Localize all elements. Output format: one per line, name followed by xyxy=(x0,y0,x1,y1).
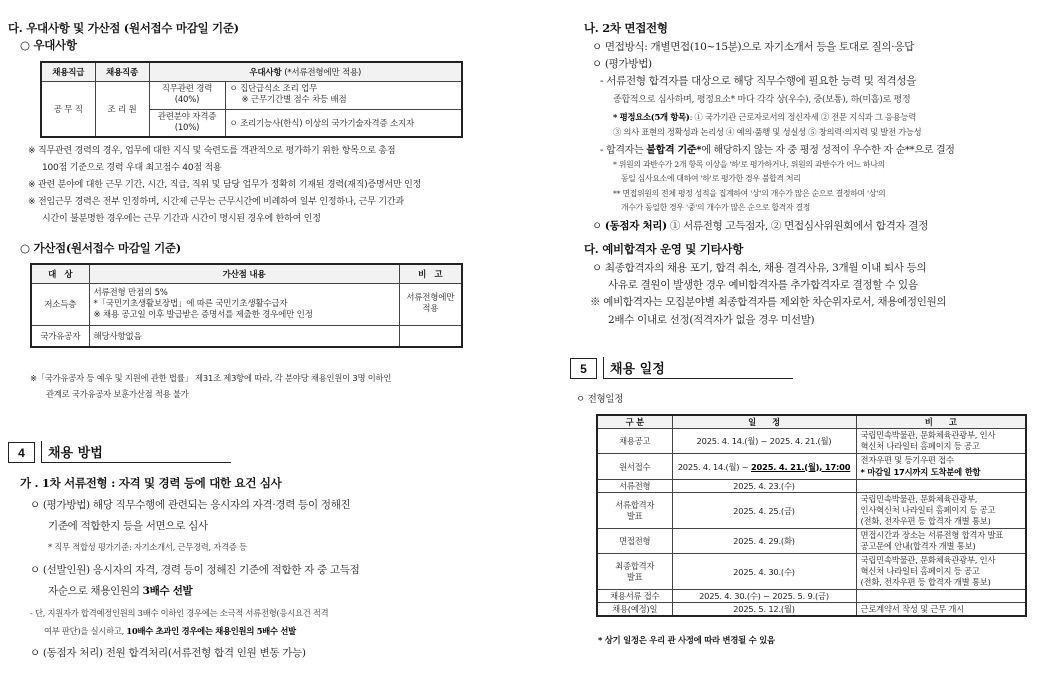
schedule-footnote: * 상기 일정은 우리 관 사정에 따라 변경될 수 있음 xyxy=(598,635,775,645)
preferential-table xyxy=(40,61,463,138)
cell-remarks xyxy=(856,480,1026,493)
cell-note: 서류전형에만 적용 xyxy=(399,283,462,325)
cell-remarks: 근로계약서 작성 및 근무 개시 xyxy=(856,603,1026,617)
col-header-preference: 우대사항 (*서류전형에만 적용) xyxy=(149,62,462,81)
note-line: ※ 관련 분야에 대한 근무 기간, 시간, 직급, 직위 및 담당 업무가 정확히 기재된 경력(재직)증명서만 인정 xyxy=(28,180,422,190)
note-line: 100점 기준으로 경력 우대 최고점수 40점 적용 xyxy=(42,163,222,173)
schedule-table xyxy=(596,414,1027,617)
note-line: ※ 전임근무 경력은 전부 인정하며, 시간제 근무는 근무시간에 비례하여 일부 인정하나, 근무 기간과 xyxy=(28,197,404,207)
interview-line: 종합적으로 심사하며, 평정요소* 마다 각각 상(우수), 중(보통), 하(미흡)로 평정 xyxy=(613,95,911,105)
table-row xyxy=(597,454,1026,480)
col-header-content: 가산점 내용 xyxy=(89,264,399,283)
cell-date: 2025. 4. 30.(수) ~ 2025. 5. 9.(금) xyxy=(672,590,856,603)
col-header-job: 채용직종 xyxy=(95,62,149,81)
cell-desc: ㅇ 집단급식소 조리 업무 ※ 근무기간별 점수 차등 배점 xyxy=(225,81,462,109)
method-line: * 직무 적합성 평가기준: 자기소개서, 근무경력, 자격증 등 xyxy=(48,542,247,552)
cell-remarks: 국립민속박물관, 문화체육관광부, 인사혁신처 나라일터 홈페이지 등 공고 (전화, 전자우편 등 합격자 개별 통보) xyxy=(856,493,1026,529)
cell-note xyxy=(399,325,462,347)
cell-desc: ㅇ 조리기능사(한식) 이상의 국가기술자격증 소지자 xyxy=(225,109,462,137)
na-title: 나. 2차 면접전형 xyxy=(584,21,668,35)
cell-remarks: 국립민속박물관, 문화체육관광부, 인사 혁신처 나라일터 홈페이지 등 공고 (전화, 전자우편 등 합격자 개별 통보) xyxy=(856,554,1026,590)
cell-stage: 면접전형 xyxy=(597,529,672,554)
section-title: 채용 일정 xyxy=(603,357,793,379)
cell-stage: 서류전형 xyxy=(597,480,672,493)
reserve-line: 사유로 결원이 발생한 경우 예비합격자를 추가합격자로 결정할 수 있음 xyxy=(608,279,918,291)
cell-date: 2025. 5. 12.(월) xyxy=(672,603,856,617)
table-row xyxy=(597,493,1026,529)
cell-date: 2025. 4. 14.(월) ~ 2025. 4. 21.(월), 17:00 xyxy=(672,454,856,480)
method-line: 여부 판단)을 실시하고, 10배수 초과인 경우에는 채용인원의 5배수 선발 xyxy=(44,626,296,636)
cell-grade: 공 무 직 xyxy=(41,81,95,137)
reserve-line: 2배수 이내로 선정(적격자가 없을 경우 미선발) xyxy=(608,314,815,326)
section-4-header xyxy=(8,441,231,463)
col-header-note: 비 고 xyxy=(399,264,462,283)
method-line: 기준에 적합한지 등을 서면으로 심사 xyxy=(48,520,208,532)
col-header-target: 대 상 xyxy=(31,264,89,283)
col-header-stage: 구 분 xyxy=(597,415,672,429)
cell-content: 서류전형 만점의 5% *「국민기초생활보장법」에 따른 국민기초생활수급자 ※ 채용 공고일 이후 발급받은 증명서를 제출한 경우에만 인정 xyxy=(89,283,399,325)
note-line: 시간이 불분명한 경우에는 근무 기간과 시간이 명시된 경우에 한하여 인정 xyxy=(42,214,321,224)
col-header-grade: 채용직급 xyxy=(41,62,95,81)
cell-remarks: 국립민속박물관, 문화체육관광부, 인사 혁신처 나라일터 홈페이지 등 공고 xyxy=(856,429,1026,454)
col-header-date: 일 정 xyxy=(672,415,856,429)
cell-stage: 원서접수 xyxy=(597,454,672,480)
section-da-title: 다. 우대사항 및 가산점 (원서접수 마감일 기준) xyxy=(8,21,239,35)
interview-line: ㅇ (동점자 처리) ① 서류전형 고득점자, ② 면접심사위원회에서 합격자 결정 xyxy=(592,220,929,232)
interview-line: 개수가 동일한 경우 '중'의 개수가 많은 순으로 합격자 결정 xyxy=(621,203,811,212)
preferential-heading: ○ 우대사항 xyxy=(20,38,77,52)
schedule-subtitle: ㅇ 전형일정 xyxy=(576,394,624,405)
table-row xyxy=(597,429,1026,454)
table-row xyxy=(597,590,1026,603)
cell-target: 국가유공자 xyxy=(31,325,89,347)
reserve-line: ㅇ 최종합격자의 채용 포기, 합격 취소, 채용 결격사유, 3개월 이내 퇴사 등의 xyxy=(592,262,927,274)
cell-date: 2025. 4. 14.(월) ~ 2025. 4. 21.(월) xyxy=(672,429,856,454)
interview-line: * 평정요소(5개 항목): ① 국가기관 근로자로서의 정신자세 ② 전문 지식과 그 응용능력 xyxy=(613,112,917,122)
cell-stage: 서류합격자 발표 xyxy=(597,493,672,529)
section-title: 채용 방법 xyxy=(41,441,231,463)
interview-line: 동일 심사요소에 대하여 '하'로 평가한 경우 불합격 처리 xyxy=(621,174,801,183)
bonus-heading: ○ 가산점(원서접수 마감일 기준) xyxy=(20,241,181,255)
cell-date: 2025. 4. 29.(화) xyxy=(672,529,856,554)
bonus-note-line: 관계로 국가유공자 보훈가산점 적용 불가 xyxy=(46,389,189,399)
cell-date: 2025. 4. 23.(수) xyxy=(672,480,856,493)
bonus-note-line: ※「국가유공자 등 예우 및 지원에 관한 법률」 제31조 제3항에 따라, 각 분야당 채용인원이 3명 이하인 xyxy=(30,373,392,383)
cell-stage: 최종합격자 발표 xyxy=(597,554,672,590)
interview-line: - 서류전형 합격자를 대상으로 해당 직무수행에 필요한 능력 및 적격성을 xyxy=(600,75,917,87)
section-number: 5 xyxy=(570,358,597,379)
table-row xyxy=(597,554,1026,590)
cell-date: 2025. 4. 30.(수) xyxy=(672,554,856,590)
interview-line: * 위원의 과반수가 2개 항목 이상을 '하'로 평가하거나, 위원의 과반수가 어느 하나의 xyxy=(613,160,885,169)
section-5-header xyxy=(570,357,793,379)
table-row xyxy=(597,529,1026,554)
section-number: 4 xyxy=(8,442,35,463)
cell-stage: 채용서류 접수 xyxy=(597,590,672,603)
reserve-line: ※ 예비합격자는 모집분야별 최종합격자를 제외한 차순위자로서, 채용예정인원의 xyxy=(590,296,947,308)
cell-criterion: 관련분야 자격증 (10%) xyxy=(149,109,225,137)
method-line: - 단, 지원자가 합격예정인원의 3배수 이하인 경우에는 소극적 서류전형(응시요건 적격 xyxy=(30,608,329,618)
cell-job: 조 리 원 xyxy=(95,81,149,137)
interview-line: ③ 의사 표현의 정확성과 논리성 ④ 예의·품행 및 성실성 ⑤ 창의력·의지력 및 발전 가능성 xyxy=(613,127,922,137)
cell-target: 저소득층 xyxy=(31,283,89,325)
cell-stage: 채용공고 xyxy=(597,429,672,454)
cell-criterion: 직무관련 경력 (40%) xyxy=(149,81,225,109)
table-row xyxy=(597,480,1026,493)
method-line: 자순으로 채용인원의 3배수 선발 xyxy=(48,585,193,597)
cell-remarks xyxy=(856,590,1026,603)
note-line: ※ 직무관련 경력의 경우, 업무에 대한 지식 및 숙련도를 객관적으로 평가하기 위한 항목으로 총점 xyxy=(28,146,396,156)
cell-remarks: 전자우편 및 등기우편 접수 * 마감일 17시까지 도착분에 한함 xyxy=(856,454,1026,480)
ga-title: 가 . 1차 서류전형 : 자격 및 경력 등에 대한 요건 심사 xyxy=(20,476,282,490)
cell-remarks: 면접시간과 장소는 서류전형 합격자 발표 공고문에 안내(합격자 개별 통보) xyxy=(856,529,1026,554)
interview-line: - 합격자는 불합격 기준*에 해당하지 않는 자 중 평정 성적이 우수한 자 순**으로 결정 xyxy=(600,145,955,156)
cell-date: 2025. 4. 25.(금) xyxy=(672,493,856,529)
col-header-remarks: 비 고 xyxy=(856,415,1026,429)
cell-content: 해당사항없음 xyxy=(89,325,399,347)
interview-line: ㅇ 면접방식: 개별면접(10~15분)으로 자기소개서 등을 토대로 질의·응답 xyxy=(592,41,915,53)
method-line: ㅇ (동점자 처리) 전원 합격처리(서류전형 합격 인원 변동 가능) xyxy=(30,647,306,659)
da-title: 다. 예비합격자 운영 및 기타사항 xyxy=(584,242,744,256)
table-row xyxy=(597,603,1026,617)
interview-line: ** 면접위원의 전체 평정 성적을 집계하여 '상'의 개수가 많은 순으로 결정하며 '상'의 xyxy=(613,189,886,198)
cell-stage: 채용(예정)일 xyxy=(597,603,672,617)
method-line: ㅇ (평가방법) 해당 직무수행에 관련되는 응시자의 자격·경력 등이 정해진 xyxy=(30,499,351,511)
method-line: ㅇ (선발인원) 응시자의 자격, 경력 등이 정해진 기준에 적합한 자 중 고득점 xyxy=(30,564,360,576)
interview-line: ㅇ (평가방법) xyxy=(592,58,652,70)
bonus-table xyxy=(30,263,463,348)
